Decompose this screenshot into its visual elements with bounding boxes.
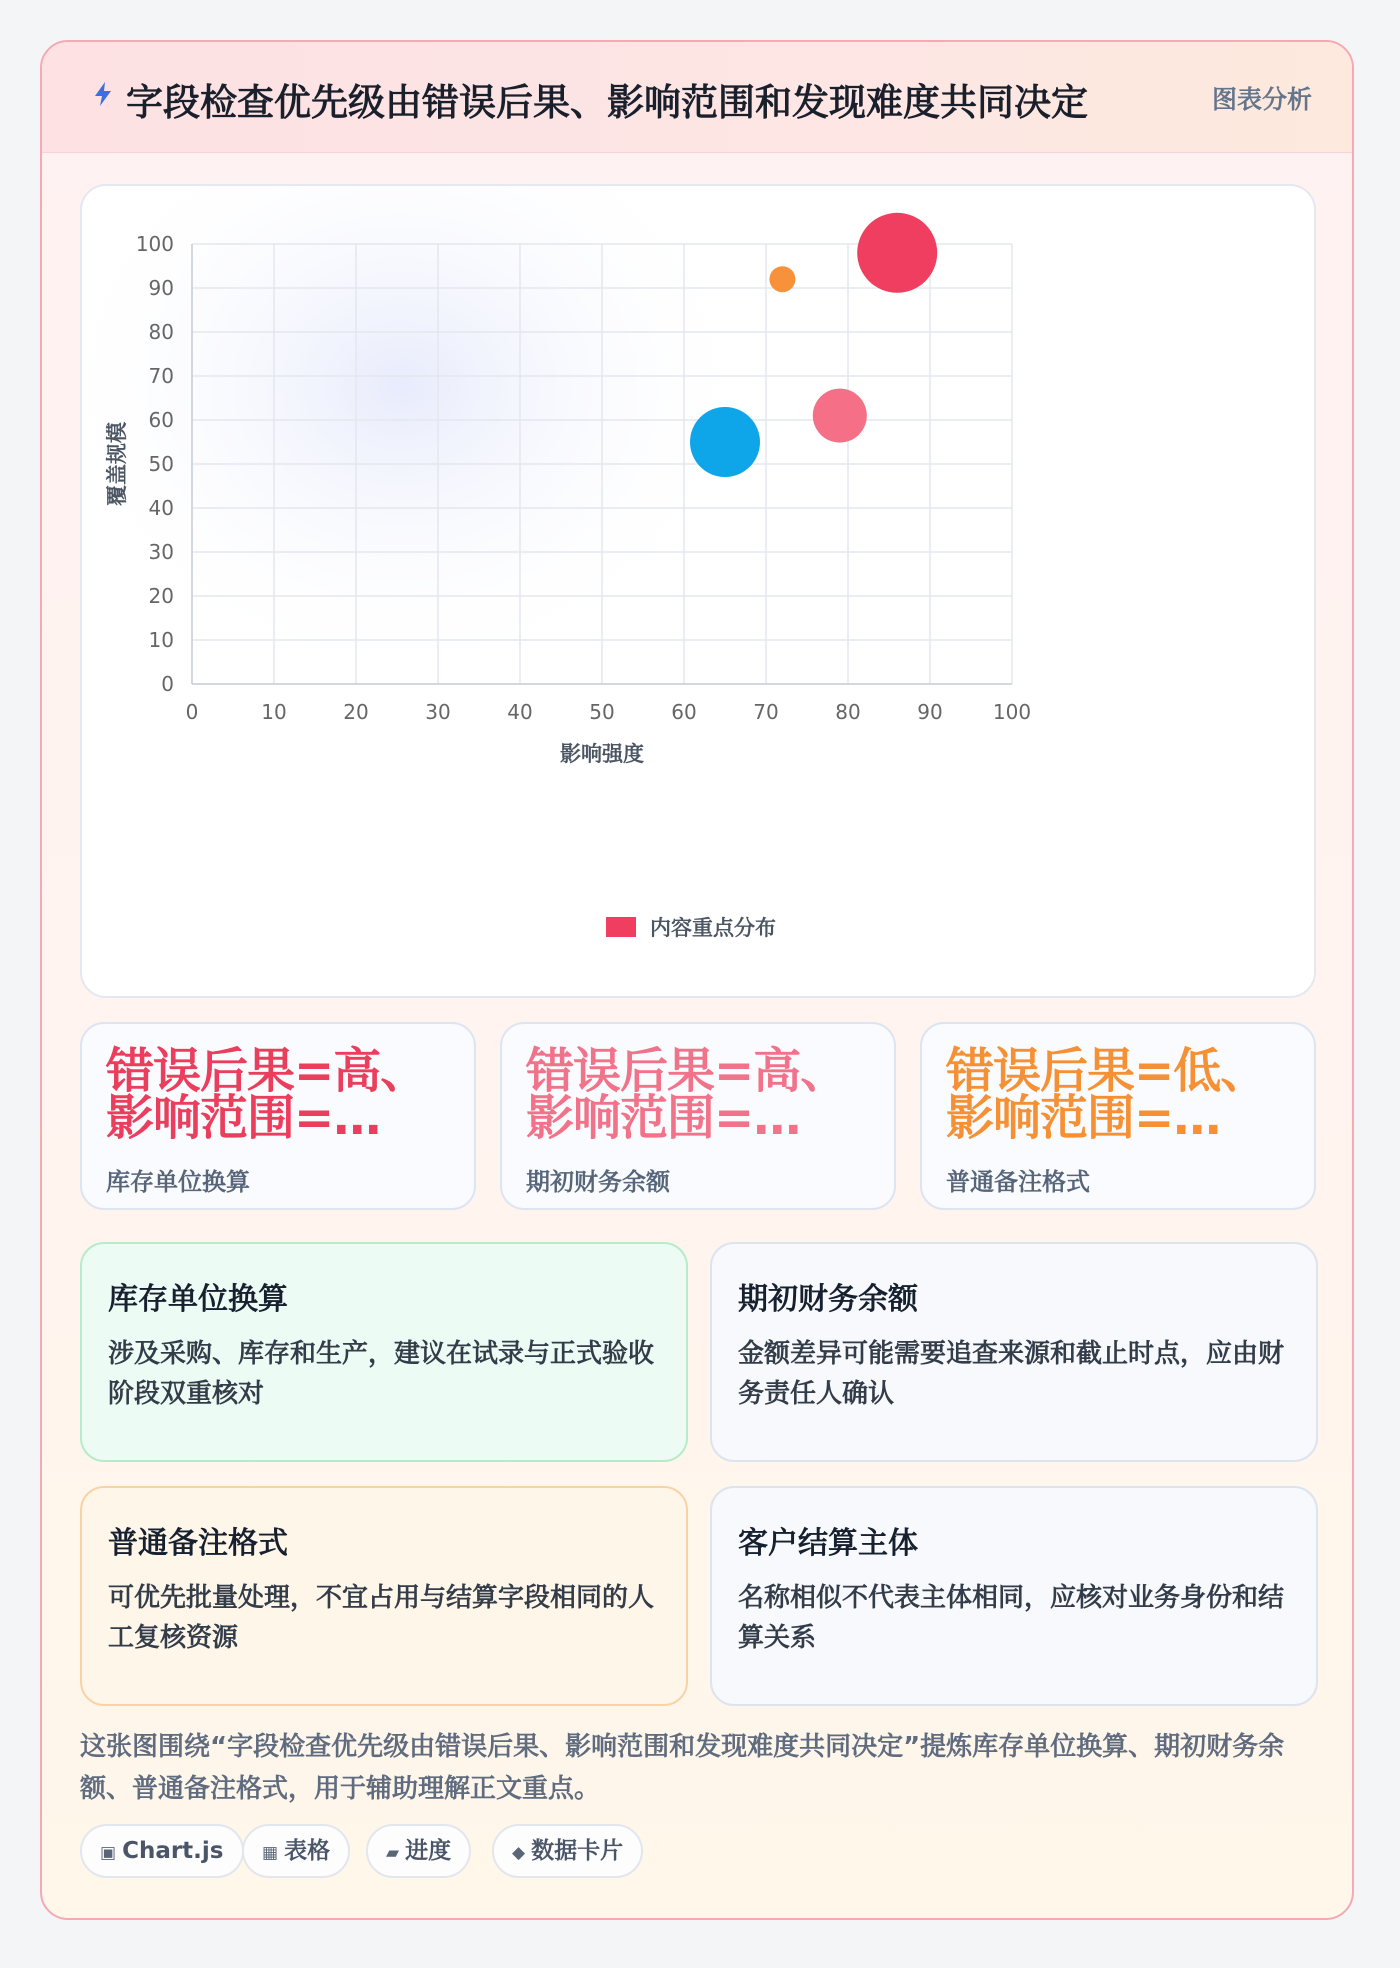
y-tick-label: 60 xyxy=(148,408,174,432)
x-tick-label: 30 xyxy=(425,700,451,724)
y-tick-label: 90 xyxy=(148,276,174,300)
y-tick-label: 80 xyxy=(148,320,174,344)
note-title: 普通备注格式 xyxy=(108,1526,288,1561)
y-tick-label: 40 xyxy=(148,496,174,520)
x-tick-label: 100 xyxy=(992,700,1032,724)
chart-icon: ▣ xyxy=(100,1843,117,1863)
y-tick-label: 50 xyxy=(148,452,174,476)
chart-analysis-tag: 图表分析 xyxy=(1211,85,1312,114)
x-tick-label: 70 xyxy=(753,700,779,724)
x-tick-label: 60 xyxy=(671,700,697,724)
bubble-point xyxy=(813,389,867,443)
chip-chartjs[interactable] xyxy=(80,1824,244,1878)
kpi-value: 错误后果=高、影响范围=… xyxy=(526,1043,848,1146)
note-title: 客户结算主体 xyxy=(738,1526,918,1561)
kpi-card-2 xyxy=(500,1022,896,1210)
bubble-point xyxy=(769,266,795,292)
chart-card xyxy=(80,184,1316,998)
table-icon: ▦ xyxy=(262,1843,279,1863)
kpi-label: 库存单位换算 xyxy=(106,1168,250,1196)
x-tick-label: 20 xyxy=(343,700,369,724)
kpi-label: 普通备注格式 xyxy=(946,1168,1090,1196)
diamond-icon: ◆ xyxy=(512,1843,526,1863)
y-tick-label: 20 xyxy=(148,584,174,608)
y-axis-title: 覆盖规模 xyxy=(105,422,129,506)
bubble-point xyxy=(857,213,937,293)
bubble-chart xyxy=(82,186,1316,998)
chip-data-card[interactable] xyxy=(492,1824,643,1878)
page-title: 字段检查优先级由错误后果、影响范围和发现难度共同决定 xyxy=(126,81,1088,124)
y-tick-label: 100 xyxy=(135,232,174,256)
note-body: 可优先批量处理，不宜占用与结算字段相同的人工复核资源 xyxy=(108,1583,655,1653)
note-body: 名称相似不代表主体相同，应核对业务身份和结算关系 xyxy=(738,1583,1285,1653)
y-tick-label: 10 xyxy=(148,628,174,652)
y-tick-label: 70 xyxy=(148,364,174,388)
x-axis-title: 影响强度 xyxy=(560,742,644,766)
kpi-label: 期初财务余额 xyxy=(526,1168,670,1196)
background-glow xyxy=(82,186,762,686)
kpi-value: 错误后果=低、影响范围=… xyxy=(946,1043,1268,1146)
chip-progress[interactable] xyxy=(366,1824,471,1878)
chip-table[interactable] xyxy=(242,1824,350,1878)
x-tick-label: 40 xyxy=(507,700,533,724)
kpi-card-1 xyxy=(80,1022,476,1210)
x-tick-label: 50 xyxy=(589,700,615,724)
note-title: 库存单位换算 xyxy=(108,1282,288,1317)
y-tick-label: 0 xyxy=(161,672,174,696)
x-tick-label: 0 xyxy=(185,700,199,724)
chip-label: 进度 xyxy=(405,1838,452,1864)
legend-label: 内容重点分布 xyxy=(650,916,776,940)
note-body: 涉及采购、库存和生产，建议在试录与正式验收阶段双重核对 xyxy=(108,1339,655,1409)
summary-text: 这张图围绕“字段检查优先级由错误后果、影响范围和发现难度共同决定”提炼库存单位换算、期初财务余额、普通备注格式，用于辅助理解正文重点。 xyxy=(80,1732,1285,1804)
figure-frame xyxy=(40,40,1354,1920)
note-title: 期初财务余额 xyxy=(738,1282,918,1317)
chip-label: 表格 xyxy=(284,1838,331,1864)
bubble-point xyxy=(690,407,760,477)
kpi-card-3 xyxy=(920,1022,1316,1210)
x-tick-label: 10 xyxy=(261,700,287,724)
y-tick-label: 30 xyxy=(148,540,174,564)
x-tick-label: 90 xyxy=(917,700,943,724)
progress-icon: ▰ xyxy=(386,1843,400,1863)
note-body: 金额差异可能需要追查来源和截止时点，应由财务责任人确认 xyxy=(738,1339,1285,1409)
kpi-value: 错误后果=高、影响范围=… xyxy=(106,1043,428,1146)
lightning-icon xyxy=(92,81,114,107)
note-card-4 xyxy=(710,1486,1318,1706)
note-card-1 xyxy=(80,1242,688,1462)
note-card-3 xyxy=(80,1486,688,1706)
chip-label: 数据卡片 xyxy=(531,1838,624,1864)
chip-label: Chart.js xyxy=(122,1838,224,1864)
x-tick-label: 80 xyxy=(835,700,861,724)
header-bar xyxy=(42,42,1352,153)
note-card-2 xyxy=(710,1242,1318,1462)
legend-swatch xyxy=(606,917,636,937)
